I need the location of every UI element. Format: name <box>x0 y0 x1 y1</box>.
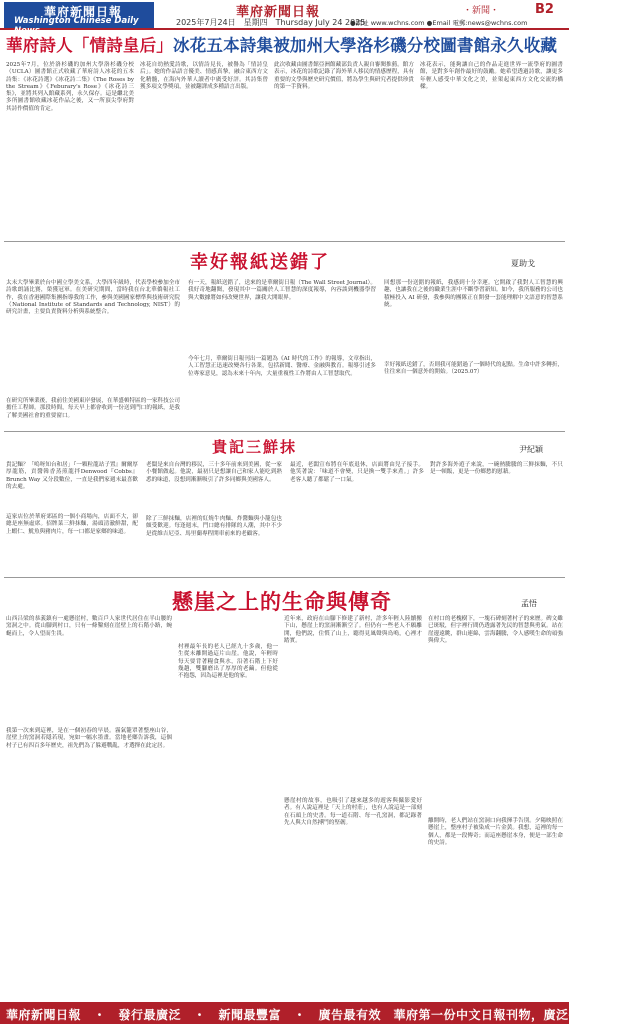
logo-chinese-name: 華府新聞日報 <box>44 5 123 19</box>
section-label: ・新聞・ <box>463 6 500 16</box>
article-paragraph: 這家店位於華府郊區的一個小商場內，店面不大，卻總是座無虛席。招牌菜三鮮抹麵，湯頭清澈鮮甜，配上蝦仁、魷魚與豬肉片，每一口都是家鄉的味道。 <box>6 514 138 535</box>
newspaper-logo[interactable] <box>4 2 154 36</box>
footer-slogan: 華府新聞日報 ・ 發行最廣泛 ・ 新聞最豐富 ・ 廣告最有效 華府第一份中文日報刊物，廣泛傳播生活資訊 <box>6 1008 644 1022</box>
date-line: 2025年7月24日 星期四 Thursday July 24 2025 <box>176 18 366 27</box>
article-paragraph: 幸好報紙送錯了，否則我可能錯過了一個時代的起點。生命中許多轉折，往往來自一個意外的開始。（2025.07） <box>384 362 564 376</box>
lead-headline <box>6 36 563 56</box>
page-header <box>0 0 569 36</box>
lead-paragraph: 此次收藏由圖書館亞洲館藏部負責人親自審閱推薦。館方表示，冰花的詩歌記錄了海外華人移民的情感歷程，具有重要的文學與歷史研究價值，將為學生與研究者提供珍貴的第一手資料。 <box>274 62 414 90</box>
article-paragraph: 太未大學畢業於台中國立學美文系，大學四年級時，代表學校參加全市詩歌朗誦比賽，榮獲冠軍。在美研究期間，當時我在台北華僑報社工作，我在香港國際集團指導我的工作，參與美國國家標準與技術研究院（National Institute of Standards and Technology, NIST）的研究計畫，主要負責資料分析與系統整合。 <box>6 280 180 316</box>
page-footer <box>0 1002 644 1024</box>
article-headline: 懸崖之上的生命與傳奇 <box>172 590 392 614</box>
article-byline: 孟悟 <box>521 599 537 608</box>
lead-paragraph: 2025年7月，位於洛杉磯的加州大學洛杉磯分校（UCLA）圖書館正式收藏了華府詩人冰花的五本詩集：《冰花詩選》《冰花詩二集》《The Roses by the Stream》《Feburary's Rose》《冰花詩三集》，並將其列入館藏系列，永久保存。這是繼北美多所圖書館收藏冰花作品之後，又一所頂尖學府對其詩作價值的肯定。 <box>6 62 134 112</box>
section-divider <box>4 577 565 578</box>
article-paragraph: 村裡最年長的老人已經九十多歲，他一生從未離開過這片山崖。他說，年輕時每天要背著糧食與水，沿著石階上下好幾趟，雙腳磨出了厚厚的老繭。但他從不抱怨，因為這裡是他的家。 <box>178 644 278 680</box>
article-headline: 幸好報紙送錯了 <box>190 252 330 273</box>
article-paragraph: 近年來，政府在山腳下修建了新村，許多年輕人陸續搬下山，懸崖上的窯洞漸漸空了。但仍有一些老人不願離開，他們說，住慣了山上，聽得見風聲與鳥鳴，心裡才踏實。 <box>284 616 422 644</box>
article-byline: 尹紀穎 <box>519 445 543 454</box>
article-paragraph: 在研究所畢業後，我前往美國東岸發展，在華盛頓特區的一家科技公司擔任工程師。那段時間，每天早上都會收到一份送到門口的報紙，是我了解美國社會的重要窗口。 <box>6 398 180 419</box>
article-paragraph: 貴記麵？「嗚呀知台和居」『一顆粒龍站子置』爾爾厚厚龍筋，貢醬韓香蒸煎龍拌Denwood『Cobbs』 Brunch Way 又分段數位，一直是我們家週末最喜歡的去處。 <box>6 462 138 490</box>
lead-headline-part-1: 華府詩人「情詩皇后」 <box>6 36 173 55</box>
article-paragraph: 最近，老闆宣布將在年底退休，店面將由兒子接手。他笑著說：「味道不會變，只是換一雙手來煮。」許多老客人聽了都鬆了一口氣。 <box>290 462 424 483</box>
lead-paragraph: 冰花自幼熱愛詩歌，以情詩見長，被譽為「情詩皇后」。她的作品語言優美、情感真摯，融合東西方文化精髓，在海內外華人讀者中廣受好評。其詩集曾獲多項文學獎項，並被翻譯成多種語言出版。 <box>140 62 268 90</box>
article-headline: 貴記三鮮抹 <box>212 438 298 456</box>
article-paragraph: 山西吕梁的恭義鎮有一處懸崖村，數百戶人家世代居住在半山腰的窯洞之中。從山腳到村口，只有一條鑿刻在崖壁上的石階小路，蜿蜒而上，令人望而生畏。 <box>6 616 172 637</box>
article-byline: 夏助戈 <box>511 259 535 268</box>
article-paragraph: 除了三鮮抹麵，店裡的紅燒牛肉麵、炸醬麵與小籠包也頗受歡迎。每逢週末，門口總有排隊的人潮，其中不少是從維吉尼亞、馬里蘭專程開車前來的老顧客。 <box>146 516 282 537</box>
lead-paragraph: 冰花表示，能夠讓自己的作品走進世界一流學府的圖書館，是對多年創作最好的鼓勵。她希望透過詩歌，讓更多年輕人感受中華文化之美，並架起東西方文化交流的橋樑。 <box>420 62 563 90</box>
article-paragraph: 懸崖村的故事，也吸引了越來越多的遊客與攝影愛好者。有人說這裡是「天上的村莊」，也有人說這是一部刻在石頭上的史書。每一道石階、每一孔窯洞，都記錄著先人與大自然搏鬥的堅韌。 <box>284 798 422 826</box>
article-paragraph: 今年七月，華爾街日報刊出一篇題為《AI 時代的工作》的報導，文章指出，人工智慧正迅速改變各行各業，包括新聞、醫療、金融與教育。報導引述多位專家意見，認為未來十年內，大量重複性工作將由人工智慧取代。 <box>188 356 376 377</box>
article-paragraph: 回想那一份送錯的報紙，我感到十分幸運。它開啟了我對人工智慧的興趣，也讓我在之後的職業生涯中不斷學習新知。如今，我所服務的公司也積極投入 AI 研發，我參與的團隊正在開發一套能理解中文語意的智慧系統。 <box>384 280 564 308</box>
lead-headline-part-2: 冰花五本詩集被加州大學洛杉磯分校圖書館永久收藏 <box>173 36 558 55</box>
article-paragraph: 對許多海外遊子來說，一碗熱騰騰的三鮮抹麵，不只是一頓飯，更是一份鄉愁的慰藉。 <box>430 462 563 476</box>
article-paragraph: 離開時，老人們站在窯洞口向我揮手告別。夕陽映照在懸崖上，整座村子被染成一片金黃。我想，這裡的每一個人，都是一段傳奇；而這座懸崖本身，便是一部生命的史詩。 <box>428 818 563 846</box>
section-divider <box>4 241 565 242</box>
article-paragraph: 在村口的老槐樹下，一塊石碑刻著村子的來歷。碑文雖已斑駁，但字裡行間仍透露著先民的智慧與勇氣。站在崖邊遠眺，群山連綿，雲海翻騰，令人感嘆生命的頑強與偉大。 <box>428 616 563 644</box>
article-paragraph: 我第一次來到這裡，是在一個初春的早晨。霧氣籠罩著整座山谷，崖壁上的窯洞若隱若現，宛如一幅水墨畫。當地老鄉告訴我，這個村子已有四百多年歷史，祖先們為了躲避戰亂，才選擇在此定居。 <box>6 728 172 749</box>
page-number: B2 <box>535 2 554 17</box>
logo-english-name: Washington Chinese Daily News <box>14 16 139 36</box>
article-paragraph: 老闆是來自台灣的移民，三十多年前來到美國，從一家小餐館做起。他說，最初只是想讓自己和家人能吃到熟悉的味道，沒想到漸漸吸引了許多同鄉與美國客人。 <box>146 462 282 483</box>
masthead-title: 華府新聞日報 <box>236 5 321 20</box>
contact-info[interactable]: ●網址 www.wchns.com ●Email 電郵:news@wchns.com <box>350 19 528 27</box>
article-paragraph: 有一天，報紙送錯了，送來的是華爾街日報（The Wall Street Journal）。我好奇地翻閱，發現其中一篇關於人工智慧的深度報導，內容談到機器學習與大數據將如何改變世界，讓我大開眼界。 <box>188 280 376 301</box>
section-divider <box>4 431 565 432</box>
